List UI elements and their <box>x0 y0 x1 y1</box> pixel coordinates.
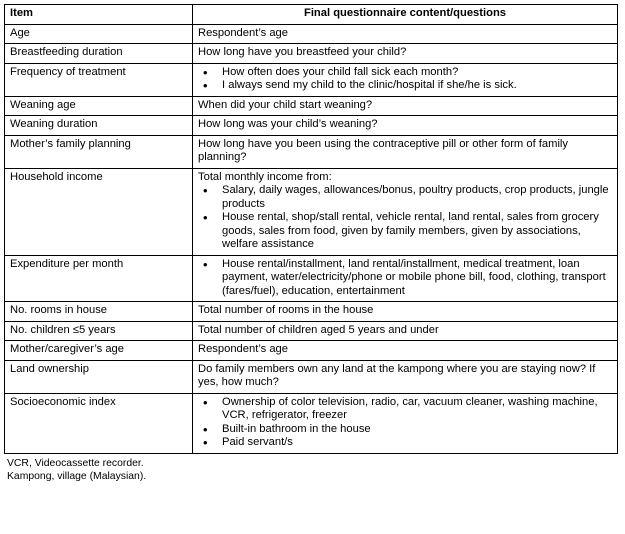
content-cell <box>193 321 618 341</box>
question-text: How long have you breastfeed your child? <box>198 46 407 58</box>
content-cell <box>193 63 618 96</box>
content-cell <box>193 255 618 302</box>
content-cell <box>193 302 618 322</box>
footnote: Kampong, village (Malaysian). <box>7 471 147 482</box>
content-cell <box>193 341 618 361</box>
item-cell: Frequency of treatment <box>5 63 193 96</box>
item-cell: Mother’s family planning <box>5 135 193 168</box>
table-row <box>5 63 618 96</box>
item-cell: Household income <box>5 168 193 255</box>
table-row <box>5 168 618 255</box>
bullet-list <box>198 184 612 252</box>
table-row <box>5 360 618 393</box>
item-cell: No. children ≤5 years <box>5 321 193 341</box>
item-cell: Land ownership <box>5 360 193 393</box>
table-row <box>5 96 618 116</box>
question-text: How long have you been using the contraceptive pill or other form of family planning? <box>198 137 569 163</box>
bullet-item: • I always send my child to the clinic/hospital if she/he is sick. <box>198 79 612 93</box>
bullet-item: • Paid servant/s <box>198 436 612 450</box>
header-content: Final questionnaire content/questions <box>193 5 618 25</box>
item-cell: Weaning duration <box>5 116 193 136</box>
question-text: How long was your child’s weaning? <box>198 118 378 130</box>
bullet-item: • Ownership of color television, radio, car, vacuum cleaner, washing machine, VCR, refrigerator, freezer <box>198 396 612 423</box>
item-cell: No. rooms in house <box>5 302 193 322</box>
header-item: Item <box>5 5 193 25</box>
table-row <box>5 135 618 168</box>
table-row <box>5 255 618 302</box>
table-row <box>5 321 618 341</box>
table-row <box>5 24 618 44</box>
item-cell: Socioeconomic index <box>5 393 193 453</box>
item-cell: Weaning age <box>5 96 193 116</box>
bullet-item: • How often does your child fall sick each month? <box>198 66 612 80</box>
question-text: Total monthly income from: <box>198 170 332 183</box>
table-row <box>5 116 618 136</box>
header-row <box>5 5 618 25</box>
item-cell: Mother/caregiver’s age <box>5 341 193 361</box>
content-cell <box>193 393 618 453</box>
question-text: Total number of rooms in the house <box>198 304 374 316</box>
bullet-item: • Salary, daily wages, allowances/bonus, poultry products, crop products, jungle products <box>198 184 612 211</box>
content-cell <box>193 116 618 136</box>
content-cell <box>193 96 618 116</box>
table-row <box>5 44 618 64</box>
table-row <box>5 341 618 361</box>
item-cell: Breastfeeding duration <box>5 44 193 64</box>
content-cell <box>193 24 618 44</box>
table-row <box>5 302 618 322</box>
content-cell <box>193 168 618 255</box>
bullet-list <box>198 258 612 299</box>
questionnaire-table <box>4 4 618 454</box>
question-text: When did your child start weaning? <box>198 98 373 111</box>
question-text: Respondent’s age <box>198 26 288 39</box>
item-cell: Age <box>5 24 193 44</box>
question-text: Respondent’s age <box>198 343 288 355</box>
content-cell <box>193 44 618 64</box>
bullet-list <box>198 66 612 93</box>
bullet-item: • House rental/installment, land rental/installment, medical treatment, loan payment, water/electricity/phone or mobile phone bill, food, clothing, transport (fares/fuel), education, entertainment <box>198 258 612 299</box>
bullet-list <box>198 396 612 450</box>
question-text: Total number of children aged 5 years and under <box>198 323 439 336</box>
bullet-item: • House rental, shop/stall rental, vehicle rental, land rental, sales from grocery goods, sales from food, given by family members, given by associations, welfare assistance <box>198 211 612 252</box>
content-cell <box>193 360 618 393</box>
question-text: Do family members own any land at the kampong where you are staying now? If yes, how much? <box>198 362 596 388</box>
footnote: VCR, Videocassette recorder. <box>7 458 144 469</box>
content-cell <box>193 135 618 168</box>
table-row <box>5 393 618 453</box>
item-cell: Expenditure per month <box>5 255 193 302</box>
bullet-item: • Built-in bathroom in the house <box>198 423 612 437</box>
